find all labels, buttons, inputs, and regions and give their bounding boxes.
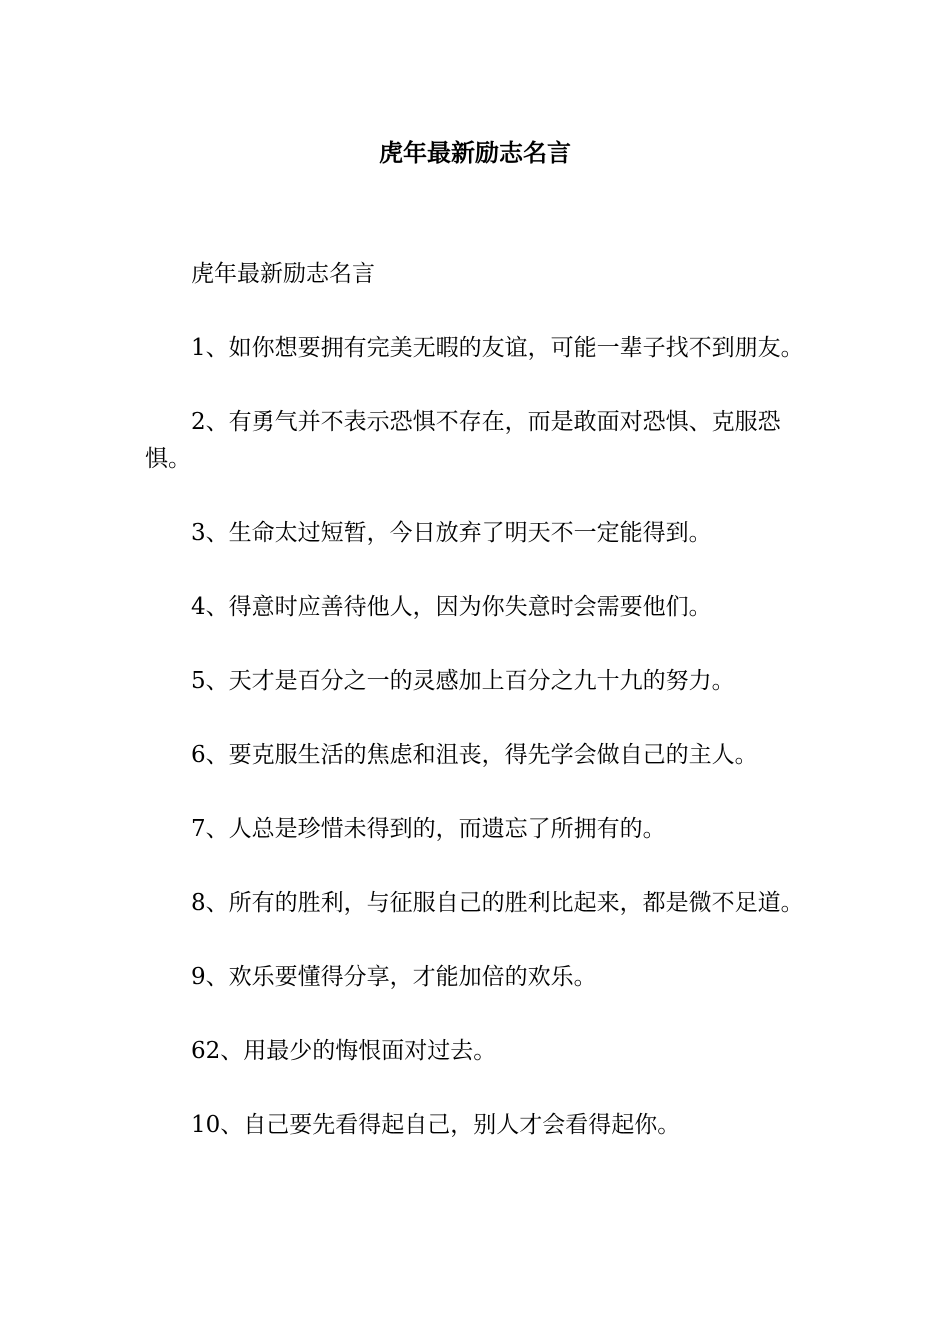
paragraph-quote-3: 3、生命太过短暂，今日放弃了明天不一定能得到。 xyxy=(191,520,712,546)
paragraph-quote-1: 1、如你想要拥有完美无暇的友谊，可能一辈子找不到朋友。 xyxy=(191,335,804,361)
paragraph-quote-5: 5、天才是百分之一的灵感加上百分之九十九的努力。 xyxy=(191,668,735,694)
paragraph-quote-10: 10、自己要先看得起自己，别人才会看得起你。 xyxy=(191,1112,681,1138)
paragraph-quote-7: 7、人总是珍惜未得到的，而遗忘了所拥有的。 xyxy=(191,816,666,842)
document-body xyxy=(145,256,817,1181)
paragraph-quote-8: 8、所有的胜利，与征服自己的胜利比起来，都是微不足道。 xyxy=(191,890,804,916)
paragraph-quote-2: 2、有勇气并不表示恐惧不存在，而是敢面对恐惧、克服恐惧。 xyxy=(145,409,781,472)
paragraph-quote-6: 6、要克服生活的焦虑和沮丧，得先学会做自己的主人。 xyxy=(191,742,758,768)
paragraph-quote-62: 62、用最少的悔恨面对过去。 xyxy=(191,1038,497,1064)
paragraph-heading: 虎年最新励志名言 xyxy=(191,261,375,287)
document-title: 虎年最新励志名言 xyxy=(379,138,571,167)
paragraph-quote-4: 4、得意时应善待他人，因为你失意时会需要他们。 xyxy=(191,594,712,620)
paragraph-quote-9: 9、欢乐要懂得分享，才能加倍的欢乐。 xyxy=(191,964,597,990)
